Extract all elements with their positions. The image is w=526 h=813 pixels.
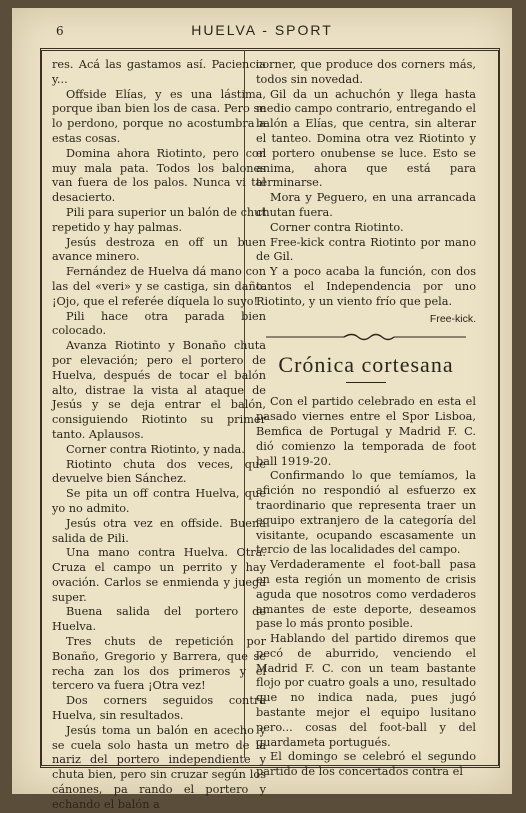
paragraph: Verdaderamente el foot-ball pasa en esta región un momento de crisis aguda que nosotros como verdaderos amantes de este deporte, deseamos pase lo más pronto posible. — [256, 558, 476, 631]
title-underline — [346, 382, 386, 383]
paragraph: Se pita un off contra Huelva, que yo no admito. — [52, 487, 266, 515]
masthead: HUELVA - SPORT — [191, 22, 333, 38]
paragraph: Gil da un achuchón y llega hasta medio campo contrario, entregando el balón a Elías, que centra, sin alterar el tanteo. Domina otra vez Riotinto y el portero onubense se luce. Esto se anima, ahora que está para terminarse. — [256, 87, 476, 190]
newspaper-page — [12, 8, 512, 811]
paragraph: Corner contra Riotinto. — [270, 220, 404, 234]
paragraph: corner, que produce dos corners más, todos sin novedad. — [256, 58, 476, 86]
paragraph: Con el partido celebrado en esta el pasado viernes entre el Spor Lisboa, Bemfica de Portugal y Madrid F. C. dió comienzo la temporada de foot ball 1919-20. — [256, 395, 476, 468]
ornament-rule-icon — [266, 332, 466, 342]
paragraph: Jesús destroza en off un buen avance minero. — [52, 235, 266, 264]
paragraph: Dos corners seguidos contra Huelva, sin resultados. — [52, 694, 266, 723]
section-title: Crónica cortesana — [278, 352, 454, 378]
paragraph: Pili hace otra parada bien colocado. — [52, 309, 266, 338]
paragraph: Tres chuts de repetición por Bonaño, Gregorio y Barrera, que se recha zan los dos primeros y el tercero va fuera ¡Otra vez! — [52, 635, 266, 693]
page-number: 6 — [56, 24, 64, 38]
paragraph: Hablando del partido diremos que pecó de aburrido, venciendo el Madrid F. C. con un team bastante flojo por cuatro goals a uno, resultado que no indica nada, pues jugó bastante mejor el equipo lusitano pero... cosas del foot-ball y del guardameta portugués. — [256, 632, 476, 749]
paragraph: El domingo se celebró el segundo partido de los concertados contra el — [256, 750, 476, 779]
paragraph: Offside Elías, y es una lástima, porque iban bien los de casa. Pero se lo perdono, porque no acostumbra a estas cosas. — [52, 87, 266, 145]
left-column — [52, 58, 266, 813]
author-signature: Free-kick. — [429, 312, 476, 325]
paragraph: Pili para superior un balón de chut repetido y hay palmas. — [52, 205, 266, 234]
paragraph: Confirmando lo que temíamos, la afición no respondió al esfuerzo ex traordinario que representa traer un equipo extranjero de la categoría del visitante, ocupando escasamente un tercio de las localidades del campo. — [256, 469, 476, 557]
page-header — [12, 22, 512, 44]
paragraph: Mora y Peguero, en una arrancada chutan fuera. — [256, 191, 476, 219]
paragraph: Corner contra Riotinto, y nada. — [66, 442, 245, 456]
paragraph: Y a poco acaba la función, con dos tantos el Independencia por uno Riotinto, y un viento frío que pela. — [256, 265, 476, 308]
right-column — [256, 58, 476, 780]
paragraph: res. Acá las gastamos así. Paciencia y... — [52, 58, 266, 86]
paragraph: Domina ahora Riotinto, pero con muy mala pata. Todos los balones van fuera de los palos. Nunca vi tal desacierto. — [52, 146, 266, 205]
paragraph: Free-kick contra Riotinto por mano de Gil. — [256, 235, 476, 264]
paragraph: Fernández de Huelva dá mano con las del «veri» y se castiga, sin daño. ¡Ojo, que el referée díquela lo suyo! — [52, 265, 266, 308]
paragraph: Una mano contra Huelva. Otra. Cruza el campo un perrito y hay ovación. Carlos se enmienda y juega super. — [52, 546, 266, 604]
paragraph: Jesús otra vez en offside. Buena salida de Pili. — [52, 516, 266, 545]
paragraph: Riotinto chuta dos veces, que devuelve bien Sánchez. — [52, 457, 266, 486]
paragraph: Jesús toma un balón en acecho y se cuela solo hasta un metro de la nariz del portero independiente y chuta bien, pero sin cruzar según los cánones, pa rando el portero y echando el balón a — [52, 723, 266, 811]
paragraph: Avanza Riotinto y Bonaño chuta por elevación; pero el portero de Huelva, después de tocar el balón alto, distrae la vista al ataque de Jesús y se deja entrar el balón, consiguiendo Riotinto su primer tanto. Aplausos. — [52, 339, 266, 441]
paragraph: Buena salida del portero de Huelva. — [52, 605, 266, 634]
